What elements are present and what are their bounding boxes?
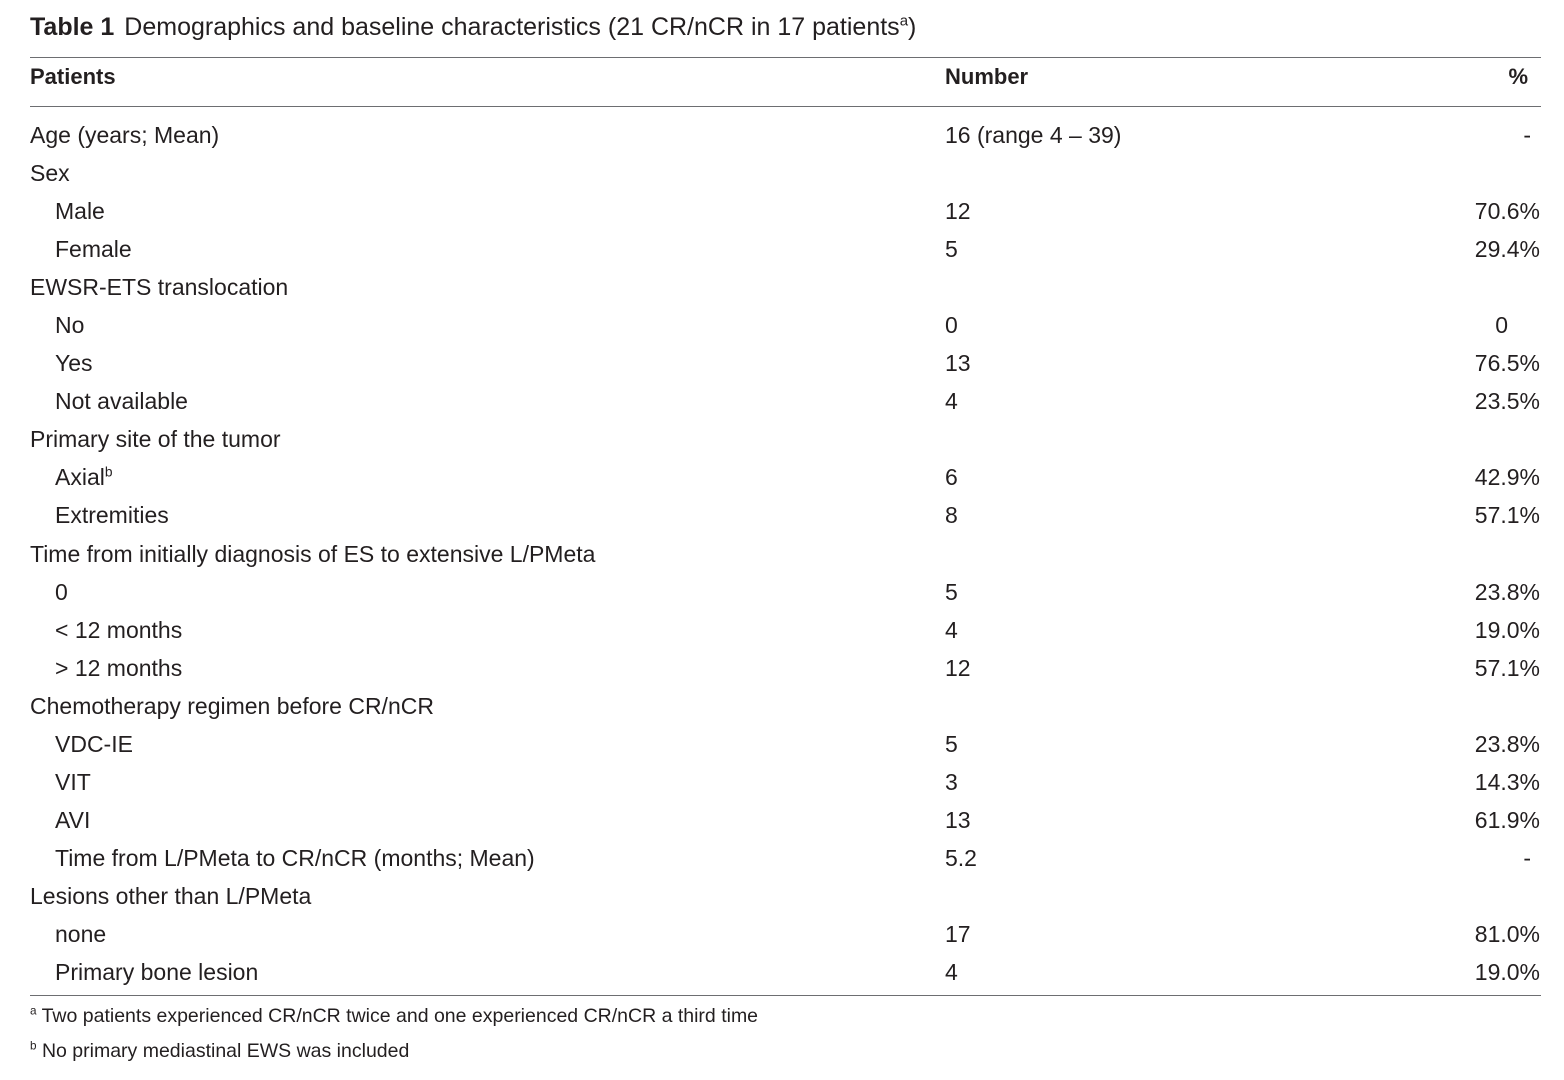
row-number: 12 xyxy=(945,198,971,225)
row-percent: 23.8% xyxy=(1474,578,1540,605)
table-row xyxy=(0,763,1564,801)
table-row xyxy=(0,192,1564,230)
row-percent: 29.4% xyxy=(1474,236,1540,263)
row-percent: 76.5% xyxy=(1474,350,1540,377)
row-number: 4 xyxy=(945,959,958,986)
row-percent: 23.8% xyxy=(1474,730,1540,757)
row-number: 3 xyxy=(945,768,958,795)
row-number: 17 xyxy=(945,920,971,947)
table-row xyxy=(0,573,1564,611)
footnote xyxy=(30,1036,758,1071)
row-label: > 12 months xyxy=(55,654,183,681)
row-label: Age (years; Mean) xyxy=(30,122,220,148)
table-row xyxy=(0,420,1564,458)
row-label: Extremities xyxy=(55,502,169,529)
header-percent: % xyxy=(1508,64,1528,89)
table-row xyxy=(0,268,1564,306)
row-percent: 0 xyxy=(1495,312,1508,339)
table-footnotes xyxy=(30,1001,758,1071)
row-label: VDC-IE xyxy=(55,730,133,757)
row-number: 5 xyxy=(945,236,958,263)
table-label: Table 1 xyxy=(30,13,115,41)
table-title-footnote-mark: a xyxy=(899,12,909,30)
table-header-rule xyxy=(30,106,1541,107)
table-top-rule xyxy=(30,57,1541,58)
table-row xyxy=(0,801,1564,839)
table-row xyxy=(0,344,1564,382)
row-label: Lesions other than L/PMeta xyxy=(30,882,312,909)
row-label: No xyxy=(55,312,85,339)
row-percent: 81.0% xyxy=(1474,920,1540,947)
row-percent: - xyxy=(1523,122,1531,148)
table-row xyxy=(0,154,1564,192)
row-label: Yes xyxy=(55,350,93,377)
row-number: 8 xyxy=(945,502,958,529)
footnote-mark: b xyxy=(30,1039,37,1053)
table-title: Demographics and baseline characteristics (21 CR/nCR in 17 patients xyxy=(124,13,900,41)
row-label: < 12 months xyxy=(55,616,183,643)
row-label: Axial$^b$ xyxy=(55,464,113,491)
footnote-mark: a xyxy=(30,1004,37,1018)
row-number: 6 xyxy=(945,464,958,491)
row-percent: 23.5% xyxy=(1474,388,1540,415)
row-number: 13 xyxy=(945,806,971,833)
table-bottom-rule xyxy=(30,995,1541,996)
row-footnote-mark: b xyxy=(104,464,113,480)
row-number: 12 xyxy=(945,654,971,681)
table-row xyxy=(0,649,1564,687)
row-label: Chemotherapy regimen before CR/nCR xyxy=(30,692,434,719)
table-row xyxy=(0,611,1564,649)
table-row xyxy=(0,915,1564,953)
table-row xyxy=(0,496,1564,534)
table-row xyxy=(0,687,1564,725)
row-label: Time from initially diagnosis of ES to extensive L/PMeta xyxy=(30,540,596,567)
row-number: 16 (range 4 – 39) xyxy=(945,122,1122,148)
row-label: 0 xyxy=(55,578,68,605)
row-label: none xyxy=(55,920,107,947)
row-percent: 19.0% xyxy=(1474,959,1540,986)
row-label: Sex xyxy=(30,160,70,187)
table-row xyxy=(0,535,1564,573)
row-number: 5 xyxy=(945,730,958,757)
row-percent: 70.6% xyxy=(1474,198,1540,225)
row-label: Time from L/PMeta to CR/nCR (months; Mean) xyxy=(55,844,535,871)
row-percent: 42.9% xyxy=(1474,464,1540,491)
row-number: 13 xyxy=(945,350,971,377)
table-row xyxy=(0,382,1564,420)
row-label: Not available xyxy=(55,388,188,415)
row-percent: 14.3% xyxy=(1474,768,1540,795)
row-percent: - xyxy=(1523,844,1531,871)
table-header xyxy=(0,60,1564,100)
row-number: 5 xyxy=(945,578,958,605)
footnote-text: No primary mediastinal EWS was included xyxy=(41,1040,410,1062)
row-number: 4 xyxy=(945,388,958,415)
table-row xyxy=(0,458,1564,496)
table-row xyxy=(0,306,1564,344)
row-number: 0 xyxy=(945,312,958,339)
row-percent: 57.1% xyxy=(1474,654,1540,681)
row-percent: 19.0% xyxy=(1474,616,1540,643)
row-percent: 57.1% xyxy=(1474,502,1540,529)
row-number: 5.2 xyxy=(945,844,977,871)
footnote-text: Two patients experienced CR/nCR twice and one experienced CR/nCR a third time xyxy=(41,1005,759,1027)
table-row xyxy=(0,725,1564,763)
row-label: Primary site of the tumor xyxy=(30,426,281,453)
header-number: Number xyxy=(945,64,1029,89)
row-number: 4 xyxy=(945,616,958,643)
table-row xyxy=(0,953,1564,991)
table-caption xyxy=(30,10,916,44)
table-row xyxy=(0,877,1564,915)
row-percent: 61.9% xyxy=(1474,806,1540,833)
row-label: Primary bone lesion xyxy=(55,959,259,986)
table-title-end: ) xyxy=(908,13,917,41)
table-row xyxy=(0,230,1564,268)
row-label: AVI xyxy=(55,806,91,833)
header-patients: Patients xyxy=(30,64,116,89)
table-row xyxy=(0,839,1564,877)
row-label: Male xyxy=(55,198,105,225)
row-label: Female xyxy=(55,236,132,263)
row-label: EWSR-ETS translocation xyxy=(30,274,289,301)
table-body xyxy=(0,116,1564,991)
row-label: VIT xyxy=(55,768,91,795)
table-row xyxy=(0,116,1564,154)
footnote xyxy=(30,1001,758,1036)
